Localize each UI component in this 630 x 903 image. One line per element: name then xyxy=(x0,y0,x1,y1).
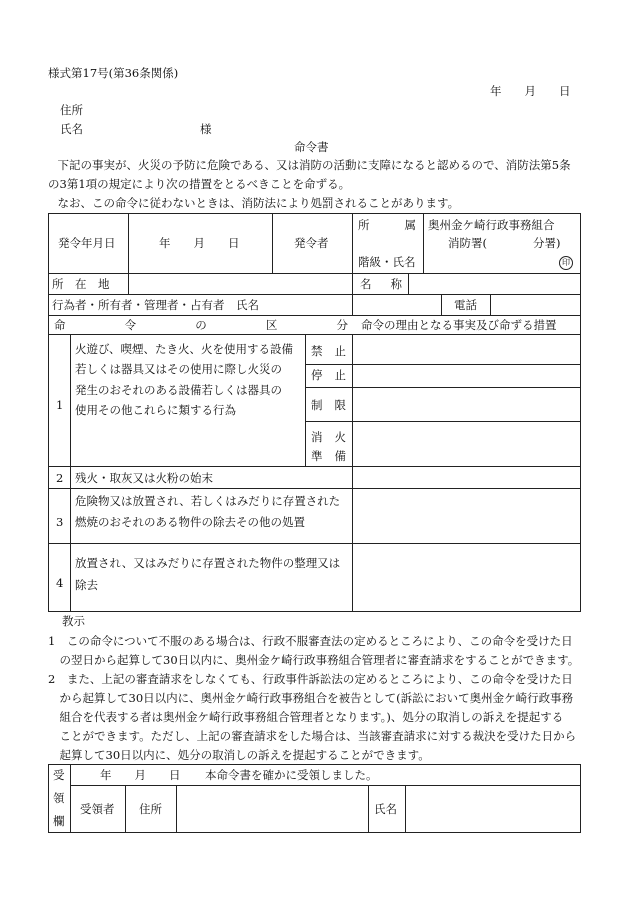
facility-name-label: 名 称 xyxy=(360,277,402,291)
row-3-text-2: 燃焼のおそれのある物件の除去その他の処置 xyxy=(75,515,305,529)
row-1-number: 1 xyxy=(56,398,64,412)
row-3-text-1: 危険物又は放置され、若しくはみだりに存置された xyxy=(75,494,341,508)
reason-column-header: 命令の理由となる事実及び命ずる措置 xyxy=(361,318,557,332)
row-1-text-1: 火遊び、喫煙、たき火、火を使用する設備 xyxy=(75,342,294,356)
recipient-honorific: 様 xyxy=(200,122,212,136)
notice-line-2: の翌日から起算して30日以内に、奥州金ケ崎行政事務組合管理者に審査請求をすることができます。 xyxy=(48,653,580,667)
measure-restrict: 制 限 xyxy=(311,398,346,412)
receipt-side-label-3: 欄 xyxy=(53,814,65,828)
measure-extinguish-1: 消 火 xyxy=(311,430,346,444)
issuer-label: 発令者 xyxy=(294,236,329,250)
row-2-text: 残火・取灰又は火粉の始末 xyxy=(75,471,213,485)
row-4-number: 4 xyxy=(56,576,64,590)
receipt-address-label: 住所 xyxy=(139,802,162,816)
intro-line-1: 下記の事実が、火災の予防に危険である、又は消防の活動に支障になると認めるので、消防法第5条 xyxy=(46,158,571,172)
row-2-number: 2 xyxy=(56,471,64,485)
category-column-header: 命 令 の 区 分 xyxy=(54,318,348,332)
row-4-text-1: 放置され、又はみだりに存置された物件の整理又は xyxy=(75,556,341,570)
intro-line-3: なお、この命令に従わないときは、消防法により処罰されることがあります。 xyxy=(46,196,460,210)
org-line-1: 奥州金ケ崎行政事務組合 xyxy=(428,218,555,232)
measure-stop: 停 止 xyxy=(311,368,346,382)
notice-heading: 教示 xyxy=(62,614,85,628)
phone-label: 電話 xyxy=(454,298,477,312)
notice-line-1: 1 この命令について不服のある場合は、行政不服審査法の定めるところにより、この命令を受けた日 xyxy=(48,634,573,648)
org-line-2: 消防署( 分署) xyxy=(448,236,561,250)
notice-line-5: 組合を代表する者は奥州金ケ崎行政事務組合管理者となります。)、処分の取消しの訴えを提起する xyxy=(48,710,564,724)
location-label: 所 在 地 xyxy=(52,277,110,291)
affiliation-label: 所 属 xyxy=(358,218,416,232)
row-3-number: 3 xyxy=(56,515,64,529)
measure-prohibit: 禁 止 xyxy=(311,344,346,358)
notice-line-6: ことができます。ただし、上記の審査請求をした場合は、当該審査請求に対する裁決を受けた日から xyxy=(48,729,577,743)
document-title: 命令書 xyxy=(294,140,329,154)
receipt-statement: 本命令書を確かに受領しました。 xyxy=(205,768,378,782)
notice-line-3: 2 また、上記の審査請求をしなくても、行政事件訴訟法の定めるところにより、この命令を受けた日 xyxy=(48,672,573,686)
row-1-text-4: 使用その他これらに類する行為 xyxy=(75,403,236,417)
row-4-text-2: 除去 xyxy=(75,578,98,592)
date-line: 年 月 日 xyxy=(490,84,571,98)
receiver-label: 受領者 xyxy=(80,802,115,816)
form-number: 様式第17号(第36条関係) xyxy=(48,66,179,80)
row-1-text-2: 若しくは器具又はその使用に際し火災の xyxy=(75,362,282,376)
receipt-name-label: 氏名 xyxy=(374,802,397,816)
receipt-side-label-1: 受 xyxy=(53,768,65,782)
intro-line-2: の3第1項の規定により次の措置をとるべきことを命ずる。 xyxy=(48,177,351,191)
rank-name-label: 階級・氏名 xyxy=(358,255,416,269)
persons-label: 行為者・所有者・管理者・占有者 氏名 xyxy=(52,298,259,312)
order-date-value: 年 月 日 xyxy=(159,236,240,250)
recipient-name-label: 氏名 xyxy=(60,122,83,136)
recipient-address-label: 住所 xyxy=(60,103,83,117)
receipt-date: 年 月 日 xyxy=(100,768,181,782)
order-date-label: 発令年月日 xyxy=(58,236,116,250)
notice-line-4: から起算して30日以内に、奥州金ケ崎行政事務組合を被告として(訴訟において奥州金ケ崎行政事務 xyxy=(48,691,574,705)
seal-mark: 印 xyxy=(559,256,573,270)
row-1-text-3: 発生のおそれのある設備若しくは器具の xyxy=(75,383,282,397)
receipt-side-label-2: 領 xyxy=(53,791,65,805)
measure-extinguish-2: 準 備 xyxy=(311,449,346,463)
notice-line-7: 起算して30日以内に、処分の取消しの訴えを提起することができます。 xyxy=(48,748,430,762)
